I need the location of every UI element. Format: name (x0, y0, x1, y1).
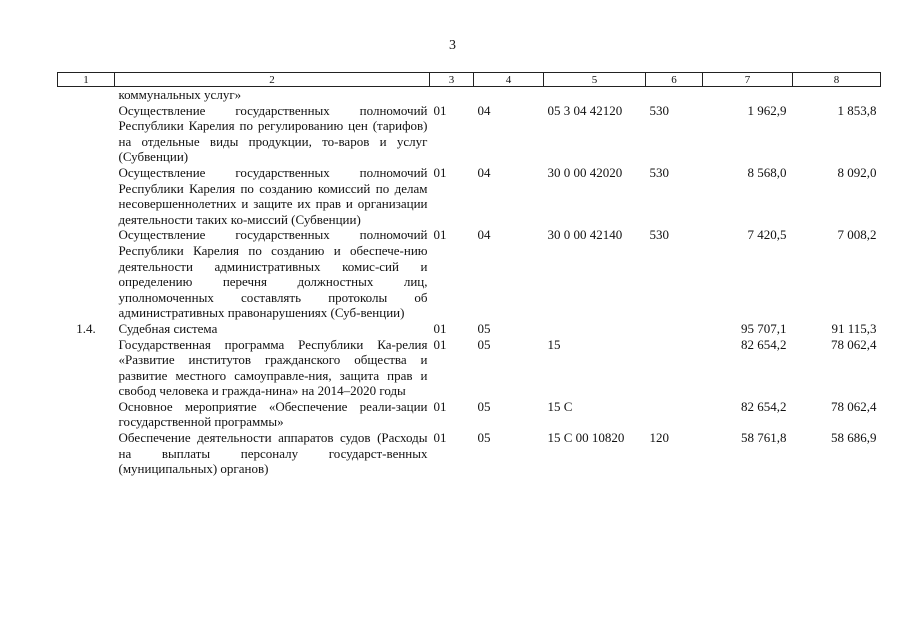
row-name: Осуществление государственных полномочий Республики Карелия по созданию и обеспече-нию деятельности административных комис-сий и определению перечня должностных лиц, уполномоченных составлять протоколы об административных правонарушениях (Суб-венции) (118, 227, 428, 321)
row-amount-2: 91 115,3 (831, 320, 877, 336)
row-section: 01 (433, 164, 447, 180)
table-row (58, 430, 881, 477)
row-amount-1: 8 568,0 (747, 164, 787, 180)
budget-table (57, 72, 881, 477)
row-name: Осуществление государственных полномочий Республики Карелия по регулированию цен (тарифов) на отдельные виды продукции, то-варов и услуг (Субвенции) (118, 102, 428, 165)
row-expense-type (646, 399, 703, 430)
header-col-1: 1 (58, 73, 115, 87)
row-subsection: 05 (477, 320, 491, 336)
row-number (58, 337, 115, 399)
row-number (58, 103, 115, 165)
row-amount-1: 58 761,8 (741, 430, 787, 446)
row-expense-type: 530 (649, 227, 669, 243)
row-name: Обеспечение деятельности аппаратов судов (Расходы на выплаты персоналу государст-венных (муниципальных) органов) (118, 430, 428, 477)
row-target-article: 15 (547, 336, 561, 352)
row-section: 01 (433, 320, 447, 336)
table-row (58, 103, 881, 165)
header-col-8: 8 (793, 73, 881, 87)
page-number: 3 (449, 38, 456, 53)
row-section: 01 (433, 102, 447, 118)
row-target-article: 05 3 04 42120 (547, 102, 623, 118)
row-target-article: 15 С 00 10820 (547, 430, 625, 446)
header-col-3: 3 (430, 73, 474, 87)
row-target-article (544, 321, 646, 337)
row-section: 01 (433, 227, 447, 243)
header-col-7: 7 (703, 73, 793, 87)
row-subsection: 05 (477, 398, 491, 414)
row-amount-2 (793, 87, 881, 103)
row-target-article: 30 0 00 42020 (547, 164, 623, 180)
row-number (58, 165, 115, 227)
row-expense-type: 530 (649, 164, 669, 180)
row-subsection (474, 87, 544, 103)
row-subsection: 04 (477, 227, 491, 243)
row-amount-2: 7 008,2 (837, 227, 877, 243)
table-row (58, 337, 881, 399)
row-number (58, 227, 115, 321)
row-amount-1: 1 962,9 (747, 102, 787, 118)
row-section: 01 (433, 336, 447, 352)
row-expense-type (646, 321, 703, 337)
header-col-5: 5 (544, 73, 646, 87)
row-expense-type (646, 87, 703, 103)
table-row (58, 227, 881, 321)
row-amount-1: 95 707,1 (741, 320, 787, 336)
row-amount-1 (703, 87, 793, 103)
row-expense-type: 530 (649, 102, 669, 118)
row-amount-1: 82 654,2 (741, 398, 787, 414)
row-section (430, 87, 474, 103)
row-amount-2: 58 686,9 (831, 430, 877, 446)
row-amount-2: 1 853,8 (837, 102, 877, 118)
row-amount-2: 8 092,0 (837, 164, 877, 180)
row-number (58, 87, 115, 103)
row-amount-2: 78 062,4 (831, 398, 877, 414)
row-subsection: 05 (477, 336, 491, 352)
row-target-article (544, 87, 646, 103)
header-col-6: 6 (646, 73, 703, 87)
header-col-2: 2 (115, 73, 430, 87)
row-subsection: 04 (477, 164, 491, 180)
row-target-article: 15 С (547, 398, 573, 414)
row-name: Осуществление государственных полномочий Республики Карелия по созданию комиссий по делам несовершеннолетних и защите их прав и организации деятельности таких ко-миссий (Субвенции) (118, 164, 428, 227)
row-amount-1: 82 654,2 (741, 336, 787, 352)
table-row (58, 165, 881, 227)
row-number (58, 399, 115, 430)
row-amount-2: 78 062,4 (831, 336, 877, 352)
row-amount-1: 7 420,5 (747, 227, 787, 243)
table-row (58, 399, 881, 430)
row-expense-type (646, 337, 703, 399)
header-col-4: 4 (474, 73, 544, 87)
row-subsection: 04 (477, 102, 491, 118)
row-number: 1.4. (76, 320, 96, 336)
row-name: Основное мероприятие «Обеспечение реали-зации государственной программы» (118, 398, 428, 430)
table-row (58, 321, 881, 337)
row-name: Государственная программа Республики Ка-релия «Развитие институтов гражданского общества и развитие местного самоуправле-ния, защита прав и свобод человека и гражда-нина» на 2014–2020 годы (118, 336, 428, 399)
row-name: Судебная система (118, 320, 218, 336)
table-row (58, 87, 881, 103)
row-section: 01 (433, 430, 447, 446)
table-header-row (58, 73, 881, 87)
row-expense-type: 120 (649, 430, 669, 446)
row-number (58, 430, 115, 477)
row-name: коммунальных услуг» (118, 87, 242, 102)
row-section: 01 (433, 398, 447, 414)
row-target-article: 30 0 00 42140 (547, 227, 623, 243)
row-subsection: 05 (477, 430, 491, 446)
